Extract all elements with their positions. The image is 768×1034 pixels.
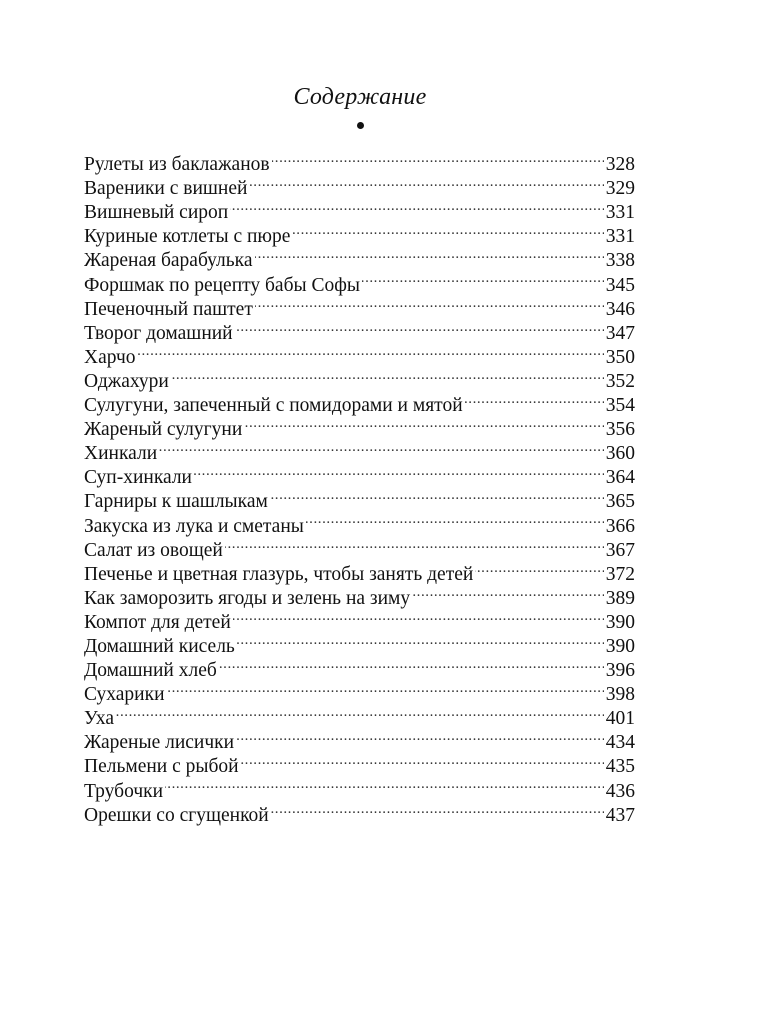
dot-leader xyxy=(225,532,604,556)
toc-entry-page-number: 396 xyxy=(605,660,635,682)
dot-leader xyxy=(235,315,604,339)
toc-entry-page-number: 437 xyxy=(605,804,635,826)
page-title: Содержание xyxy=(293,84,427,110)
dot-leader xyxy=(159,435,604,459)
toc-entry-page-number: 331 xyxy=(605,226,635,248)
toc-entry-page-number: 354 xyxy=(605,395,635,417)
toc-entry-title: Как заморозить ягоды и зелень на зиму xyxy=(84,587,411,609)
toc-entry-page-number: 345 xyxy=(605,274,635,296)
toc-entry-title: Домашний кисель xyxy=(84,635,235,657)
toc-entry-page-number: 372 xyxy=(605,563,635,585)
dot-leader xyxy=(241,748,604,772)
toc-entry xyxy=(84,339,635,368)
toc-entry xyxy=(84,459,635,489)
toc-entry-title: Домашний хлеб xyxy=(84,660,217,682)
dot-leader xyxy=(233,604,604,628)
dot-leader xyxy=(255,291,604,315)
dot-leader xyxy=(219,652,604,676)
toc-entry-title: Печеночный паштет xyxy=(84,298,253,320)
toc-entry-page-number: 346 xyxy=(605,298,635,320)
dot-leader xyxy=(292,218,603,242)
dot-leader xyxy=(362,266,604,290)
toc-entry-page-number: 390 xyxy=(605,635,635,657)
bullet-ornament-icon xyxy=(357,122,364,129)
toc-entry-page-number: 390 xyxy=(605,611,635,633)
toc-entry xyxy=(84,146,635,176)
toc-entry-title: Сулугуни, запеченный с помидорами и мятой xyxy=(84,395,463,417)
dot-leader xyxy=(412,580,604,604)
dot-leader xyxy=(271,797,604,821)
toc-entry-title: Компот для детей xyxy=(84,611,231,633)
toc-entry-page-number: 434 xyxy=(605,732,635,754)
toc-entry xyxy=(84,797,635,826)
toc-entry-title: Гарниры к шашлыкам xyxy=(84,491,268,513)
toc-entry-page-number: 338 xyxy=(605,250,635,272)
dot-leader xyxy=(249,170,603,194)
toc-entry xyxy=(84,363,635,392)
dot-leader xyxy=(230,194,604,218)
toc-entry-page-number: 329 xyxy=(605,178,635,200)
toc-entry xyxy=(84,676,635,706)
toc-entry-page-number: 356 xyxy=(605,419,635,441)
toc-entry-title: Трубочки xyxy=(84,780,164,802)
toc-entry xyxy=(84,700,635,730)
toc-entry-page-number: 435 xyxy=(605,756,635,778)
toc-entry-title: Жареная барабулька xyxy=(84,250,253,272)
toc-entry-title: Уха xyxy=(84,708,115,730)
dot-leader xyxy=(244,411,603,435)
toc-entry-title: Рулеты из баклажанов xyxy=(84,154,270,176)
toc-entry-page-number: 360 xyxy=(605,443,635,465)
dot-leader xyxy=(237,628,604,652)
dot-leader xyxy=(165,772,604,796)
toc-entry-title: Жареный сулугуни xyxy=(84,419,243,441)
toc-entry-title: Сухарики xyxy=(84,684,165,706)
toc-entry-page-number: 367 xyxy=(605,539,635,561)
dot-leader xyxy=(272,146,604,170)
toc-entry xyxy=(84,435,635,465)
toc-entry-title: Закуска из лука и сметаны xyxy=(84,515,304,537)
dot-leader xyxy=(306,507,604,531)
dot-leader xyxy=(255,242,604,266)
toc-entry-page-number: 389 xyxy=(605,587,635,609)
dot-leader xyxy=(465,387,604,411)
dot-leader xyxy=(475,556,603,580)
toc-entry-title: Салат из овощей xyxy=(84,539,223,561)
toc-entry-page-number: 328 xyxy=(605,154,635,176)
toc-entry-title: Хинкали xyxy=(84,443,158,465)
dot-leader xyxy=(194,459,604,483)
toc-entry-page-number: 347 xyxy=(605,322,635,344)
toc-entry-title: Жареные лисички xyxy=(84,732,235,754)
toc-entry-page-number: 350 xyxy=(605,346,635,368)
toc-entry-title: Орешки со сгущенкой xyxy=(84,804,269,826)
toc-entry-page-number: 331 xyxy=(605,202,635,224)
toc-entry-title: Пельмени с рыбой xyxy=(84,756,239,778)
toc-entry xyxy=(84,724,635,754)
dot-leader xyxy=(167,676,604,700)
toc-entry-page-number: 436 xyxy=(605,780,635,802)
toc-entry-title: Вишневый сироп xyxy=(84,202,229,224)
toc-entry-title: Куриные котлеты с пюре xyxy=(84,226,291,248)
toc-entry-title: Вареники с вишней xyxy=(84,178,248,200)
toc-entry-page-number: 364 xyxy=(605,467,635,489)
toc-entry xyxy=(84,772,635,802)
toc-entry-page-number: 366 xyxy=(605,515,635,537)
toc-entry-title: Суп-хинкали xyxy=(84,467,192,489)
table-of-contents xyxy=(84,146,635,826)
toc-entry-title: Печенье и цветная глазурь, чтобы занять детей xyxy=(84,563,474,585)
toc-entry-title: Творог домашний xyxy=(84,322,233,344)
toc-entry-page-number: 401 xyxy=(605,708,635,730)
toc-entry-title: Харчо xyxy=(84,346,136,368)
toc-entry-page-number: 365 xyxy=(605,491,635,513)
dot-leader xyxy=(236,724,604,748)
dot-leader xyxy=(116,700,604,724)
dot-leader xyxy=(138,339,604,363)
dot-leader xyxy=(171,363,604,387)
dot-leader xyxy=(270,483,604,507)
toc-entry-page-number: 352 xyxy=(605,370,635,392)
toc-entry-title: Форшмак по рецепту бабы Софы xyxy=(84,274,360,296)
toc-entry-page-number: 398 xyxy=(605,684,635,706)
toc-entry-title: Оджахури xyxy=(84,370,169,392)
